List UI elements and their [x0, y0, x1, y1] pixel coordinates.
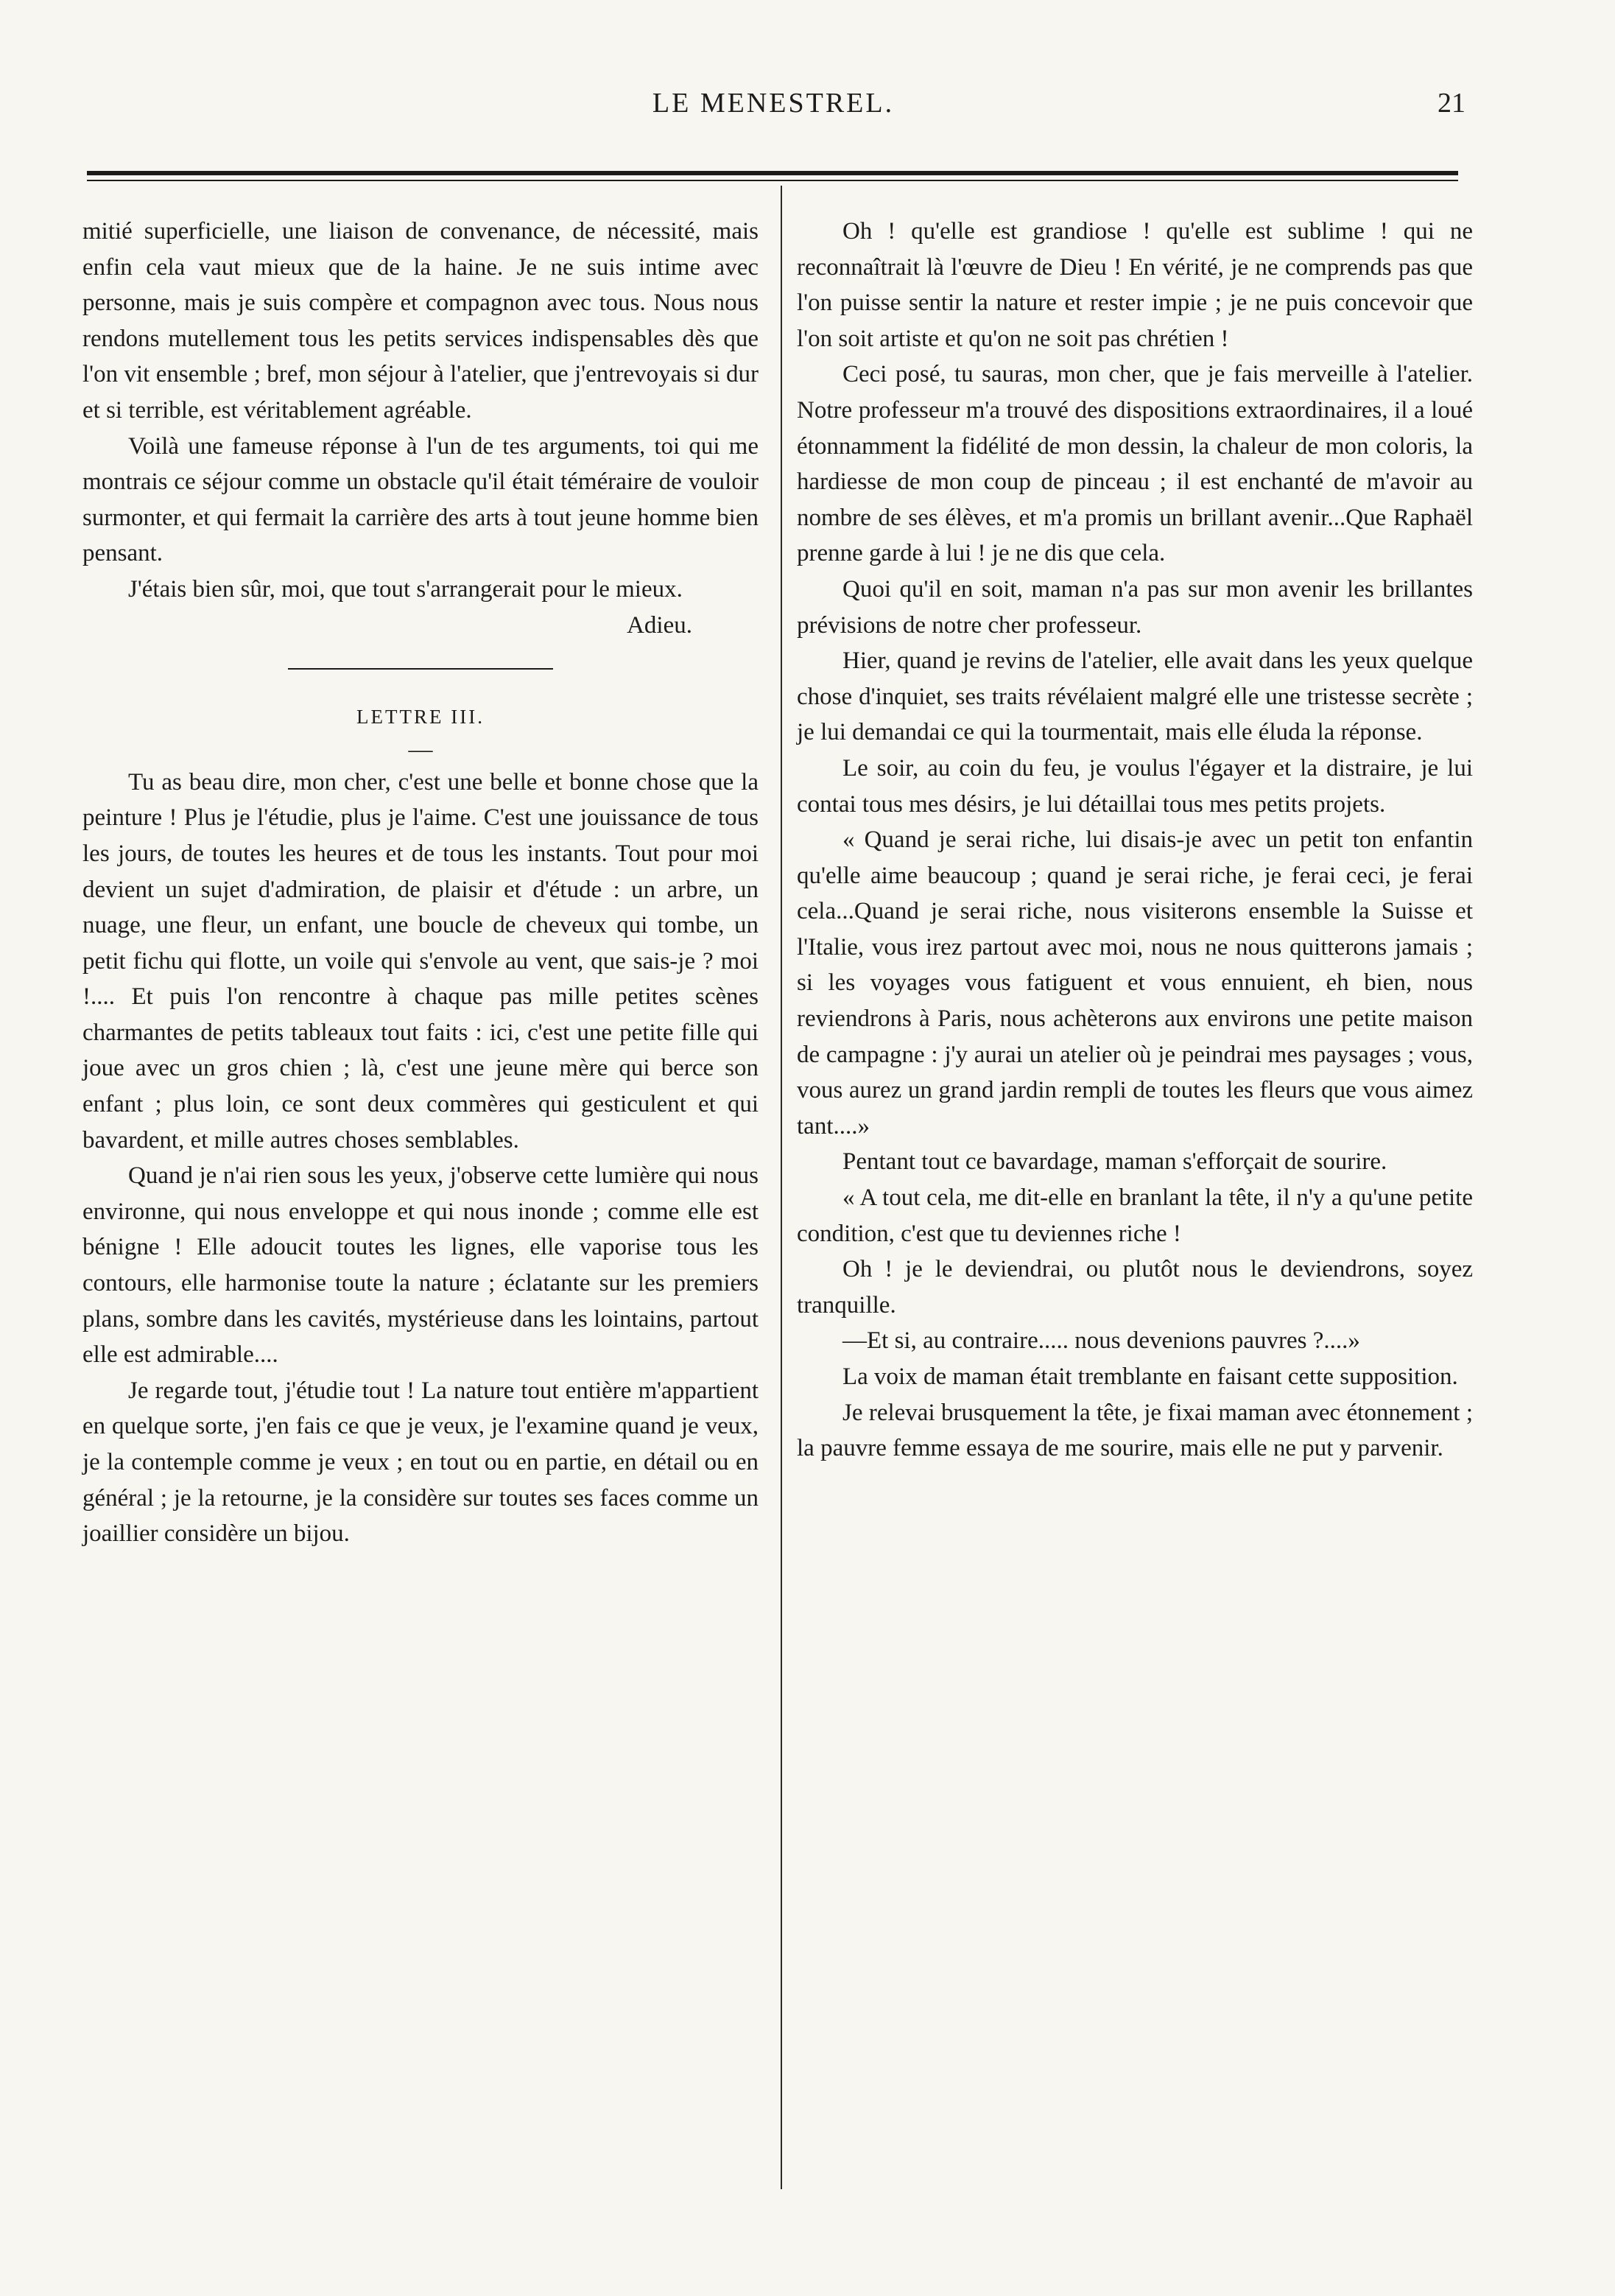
paragraph: Quand je n'ai rien sous les yeux, j'observe cette lumière qui nous environne, qui nous enveloppe et qui nous inonde ; comme elle est bénigne ! Elle adoucit toutes les lignes, elle vaporise tous les contours, elle harmonise toute la nature ; éclatante sur les premiers plans, sombre dans les cavités, mystérieuse dans les lointains, partout elle est admirable....	[82, 1162, 759, 1369]
paragraph: Hier, quand je revins de l'atelier, elle avait dans les yeux quelque chose d'inquiet, ses traits révélaient malgré elle une tristesse secrète ; je lui demandai ce qui la tourmentait, mais elle éluda la réponse.	[797, 647, 1473, 746]
header-rule-thin	[87, 180, 1458, 181]
paragraph: La voix de maman était tremblante en faisant cette supposition.	[842, 1363, 1458, 1390]
heading-dash: —	[408, 736, 433, 763]
paragraph: Le soir, au coin du feu, je voulus l'égayer et la distraire, je lui contai tous mes désirs, je lui détaillai tous mes petits projets.	[797, 754, 1473, 818]
column-divider	[781, 186, 782, 2189]
paragraph: Voilà une fameuse réponse à l'un de tes arguments, toi qui me montrais ce séjour comme un obstacle qu'il était téméraire de vouloir surmonter, et qui fermait la carrière des arts à tout jeune homme bien pensant.	[82, 432, 759, 567]
paragraph: mitié superficielle, une liaison de convenance, de nécessité, mais enfin cela vaut mieux que de la haine. Je ne suis intime avec personne, mais je suis compère et compagnon avec tous. Nous nous rendons mutellement tous les petits services indispensables dès que l'on vit ensemble ; bref, mon séjour à l'atelier, que j'entrevoyais si dur et si terrible, est véritablement agréable.	[82, 218, 759, 424]
paragraph: « Quand je serai riche, lui disais-je avec un petit ton enfantin qu'elle aime beaucoup ; quand je serai riche, je ferai ceci, je ferai cela...Quand je serai riche, nous visiterons ensemble la Suisse et l'Italie, vous irez partout avec moi, nous ne nous quitterons jamais ; si les voyages vous fatiguent et vous ennuient, eh bien, nous reviendrons à Paris, nous achèterons aux environs une petite maison de campagne : j'y aurai un atelier où je peindrai mes paysages ; vous, vous aurez un grand jardin rempli de toutes les fleurs que vous aimez tant....»	[797, 826, 1473, 1140]
paragraph: Tu as beau dire, mon cher, c'est une belle et bonne chose que la peinture ! Plus je l'étudie, plus je l'aime. C'est une jouissance de tous les jours, de toutes les heures et de tous les instants. Tout pour moi devient un sujet d'admiration, de plaisir et d'étude : un arbre, un nuage, une fleur, un enfant, une boucle de cheveux qui tombe, un petit fichu qui flotte, un voile qui s'envole au vent, que sais-je ? moi !.... Et puis l'on rencontre à chaque pas mille petites scènes charmantes de petits tableaux tout faits : ici, c'est une petite fille qui joue avec un gros chien ; là, c'est une jeune mère qui berce son enfant ; plus loin, ce sont deux commères qui gesticulent et qui bavardent, et mille autres choses semblables.	[82, 768, 759, 1154]
right-column	[797, 214, 1473, 1467]
paragraph: J'étais bien sûr, moi, que tout s'arrangerait pour le mieux.	[128, 575, 683, 603]
paragraph: « A tout cela, me dit-elle en branlant la tête, il n'y a qu'une petite condition, c'est que tu deviennes riche !	[797, 1184, 1473, 1247]
paragraph: Oh ! je le deviendrai, ou plutôt nous le deviendrons, soyez tranquille.	[797, 1256, 1473, 1319]
page-number: 21	[1438, 88, 1466, 119]
paragraph: —Et si, au contraire..... nous devenions pauvres ?....»	[842, 1327, 1360, 1355]
journal-title: LE MENESTREL.	[652, 88, 895, 119]
page-header	[81, 87, 1466, 138]
paragraph: Je regarde tout, j'étudie tout ! La nature tout entière m'appartient en quelque sorte, j'en fais ce que je veux, je l'examine quand je veux, je la contemple comme je veux ; en tout ou en partie, en détail ou en général ; je la retourne, je la considère sur toutes ses faces comme un joaillier considère un bijou.	[82, 1377, 759, 1548]
header-rule-thick	[87, 171, 1458, 175]
paragraph: Oh ! qu'elle est grandiose ! qu'elle est sublime ! qui ne reconnaîtrait là l'œuvre de Dieu ! En vérité, je ne comprends pas que l'on puisse sentir la nature et rester impie ; je ne puis concevoir que l'on soit artiste et qu'on ne soit pas chrétien !	[797, 218, 1473, 352]
paragraph: Quoi qu'il en soit, maman n'a pas sur mon avenir les brillantes prévisions de notre cher professeur.	[797, 575, 1473, 639]
paragraph: Pentant tout ce bavardage, maman s'efforçait de sourire.	[842, 1148, 1387, 1176]
signoff: Adieu.	[627, 611, 692, 639]
section-separator	[288, 668, 553, 670]
letter-heading: LETTRE III.	[356, 706, 485, 729]
paragraph: Ceci posé, tu sauras, mon cher, que je fais merveille à l'atelier. Notre professeur m'a trouvé des dispositions extraordinaires, il a loué étonnamment la fidélité de mon dessin, la chaleur de mon coloris, la hardiesse de mon coup de pinceau ; il est enchanté de m'avoir au nombre de ses élèves, et m'a promis un brillant avenir...Que Raphaël prenne garde à lui ! je ne dis que cela.	[797, 361, 1473, 567]
paragraph: Je relevai brusquement la tête, je fixai maman avec étonnement ; la pauvre femme essaya de me sourire, mais elle ne put y parvenir.	[797, 1399, 1473, 1462]
left-column	[82, 214, 759, 1552]
